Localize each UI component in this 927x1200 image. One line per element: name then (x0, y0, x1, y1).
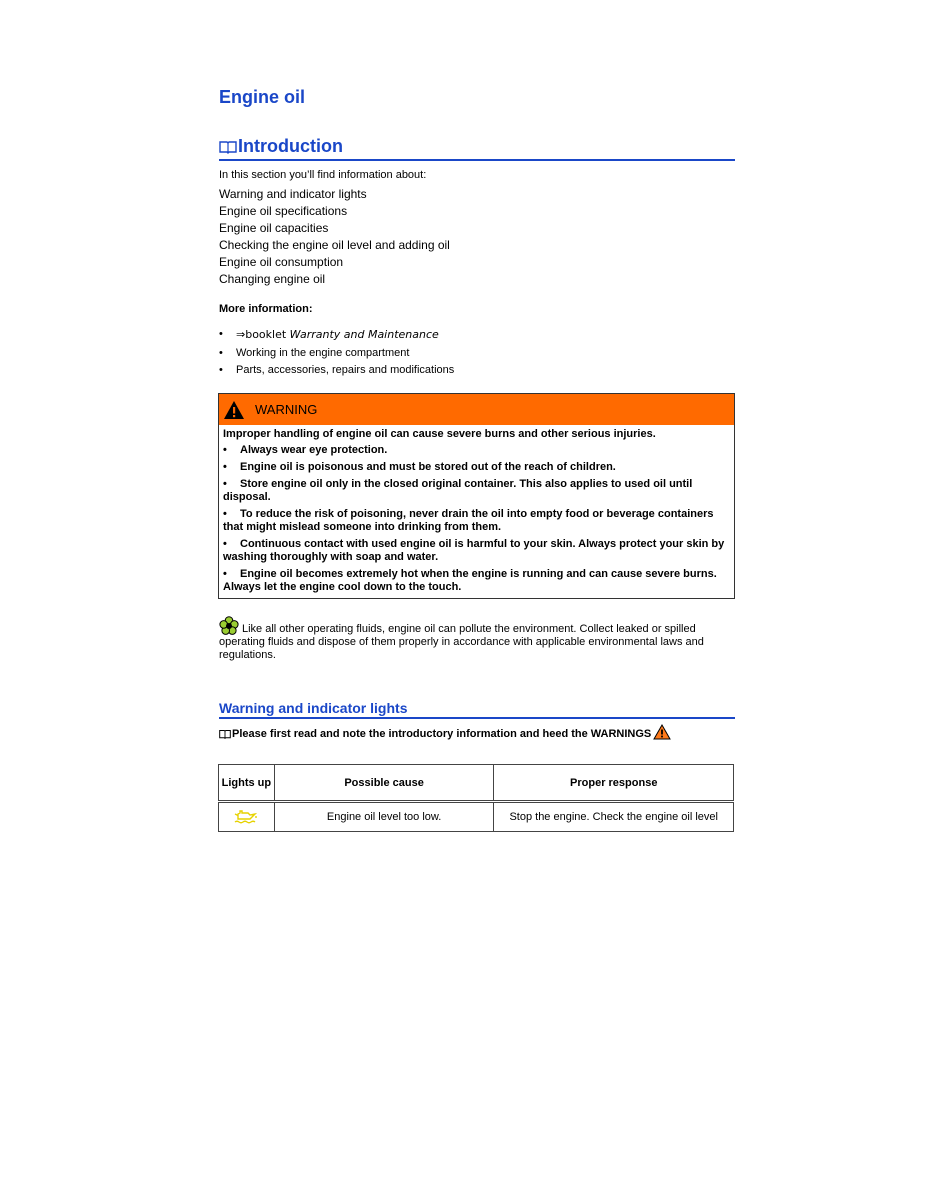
topic-item[interactable]: Checking the engine oil level and adding oil (219, 238, 450, 252)
read-note (219, 728, 671, 740)
warning-item (223, 444, 730, 457)
list-item (219, 326, 454, 345)
column-header: Possible cause (274, 765, 494, 802)
booklet-link[interactable] (236, 326, 439, 345)
table-row (219, 802, 734, 832)
warning-item-text: Always wear eye protection. (240, 444, 388, 456)
topic-item[interactable]: Engine oil capacities (219, 221, 329, 235)
bullet-icon: • (219, 364, 223, 376)
warning-item-text: Store engine oil only in the closed original container. This also applies to used oil until disposal. (223, 478, 693, 503)
book-icon (219, 729, 231, 739)
list-item (219, 362, 454, 380)
warning-item (223, 568, 730, 594)
table-cell (219, 802, 275, 832)
bullet-icon: • (223, 444, 227, 456)
bullet-icon: • (223, 508, 227, 520)
column-header: Lights up (219, 765, 275, 802)
bullet-icon: • (223, 568, 227, 580)
warning-item-text: Engine oil becomes extremely hot when the engine is running and can cause severe burns. Always let the engine cool down to the touch. (223, 568, 717, 593)
read-note-text: Please first read and note the introductory information and heed the WARNINGS (232, 728, 652, 740)
environment-flower-icon (219, 616, 239, 636)
warning-item (223, 508, 730, 534)
more-info-title: More information: (219, 303, 313, 315)
oil-can-icon (234, 808, 258, 824)
intro-text: In this section you’ll find information about: (219, 169, 427, 181)
topic-item[interactable]: Engine oil consumption (219, 255, 344, 269)
topic-item[interactable]: Warning and indicator lights (219, 187, 367, 201)
book-icon (219, 140, 237, 154)
warning-triangle-icon (223, 400, 245, 420)
section-title: Introduction (238, 136, 343, 156)
bullet-icon: • (223, 461, 227, 473)
bullet-icon: • (223, 478, 227, 490)
warning-item (223, 538, 730, 564)
column-header: Proper response (494, 765, 734, 802)
topic-item[interactable]: Engine oil specifications (219, 204, 348, 218)
warning-box (218, 393, 735, 599)
bullet-icon: • (223, 538, 227, 550)
warning-item-text: To reduce the risk of poisoning, never drain the oil into empty food or beverage containers that might mislead someone into drinking from them. (223, 508, 714, 533)
subsection-heading: Warning and indicator lights (219, 700, 735, 719)
page-title: Engine oil (219, 87, 306, 107)
warning-item-text: Engine oil is poisonous and must be stored out of the reach of children. (240, 461, 616, 473)
warning-header (219, 394, 734, 425)
indicator-table (218, 764, 734, 832)
bullet-icon: • (219, 328, 223, 340)
warning-list (223, 444, 730, 594)
topic-list (219, 186, 450, 288)
warning-body (219, 425, 734, 594)
more-info-link[interactable]: Working in the engine compartment (236, 346, 410, 359)
more-info-link[interactable]: Parts, accessories, repairs and modifications (236, 364, 455, 376)
booklet-title: Warranty and Maintenance (289, 328, 439, 341)
more-info-list (219, 326, 454, 380)
environment-note (219, 616, 735, 662)
environment-text: Like all other operating fluids, engine oil can pollute the environment. Collect leaked or spilled operating fluids and dispose of them properly in accordance with applicable environmental laws and regulations. (219, 623, 704, 661)
warning-lead: Improper handling of engine oil can cause severe burns and other serious injuries. (223, 428, 656, 440)
warning-item (223, 478, 730, 504)
warning-item-text: Continuous contact with used engine oil is harmful to your skin. Always protect your skin by washing thoroughly with soap and water. (223, 538, 725, 563)
list-item (219, 345, 454, 363)
table-header-row (219, 765, 734, 802)
warning-item (223, 461, 730, 474)
booklet-prefix: ⇒booklet (236, 328, 290, 341)
warning-triangle-icon (653, 724, 671, 740)
table-cell: Stop the engine. Check the engine oil level (494, 802, 734, 832)
warning-label: WARNING (255, 402, 318, 417)
topic-item[interactable]: Changing engine oil (219, 272, 326, 286)
section-heading (219, 136, 735, 161)
bullet-icon: • (219, 346, 223, 359)
table-cell: Engine oil level too low. (274, 802, 494, 832)
